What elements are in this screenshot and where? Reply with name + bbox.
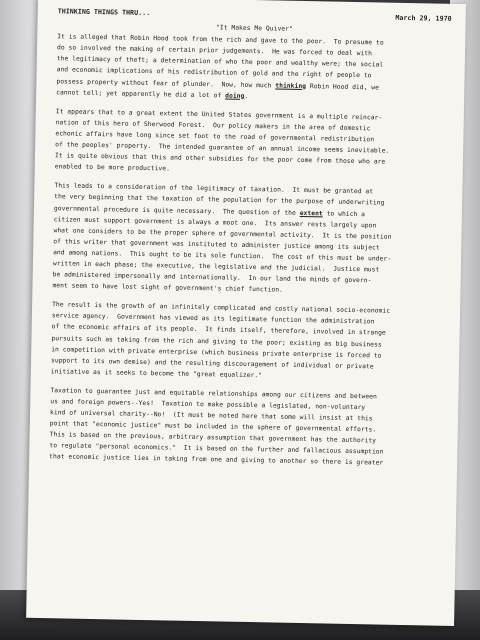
text-line: what one considers to be the proper sphere of governmental activity. It is the position [53, 226, 392, 241]
text-line: initiative as it seeks to become the "great equalizer." [50, 368, 263, 380]
article-body [49, 31, 451, 470]
text-line: and among nations. This ought to be its sole function. The cost of this must be under- [53, 249, 392, 263]
text-line: governmental procedure is quite necessary. The question of the extent to which a [53, 204, 366, 218]
text-line: point that "economic justice" must be included in the sphere of governmental efforts. [49, 420, 377, 434]
text-line: to regulate "personal economics." It is based on the further and fallacious assumption [49, 442, 384, 456]
paragraph [49, 385, 444, 470]
text-line: and economic implications of his redistribution of gold and the right of people to [56, 66, 372, 80]
text-line: support to its own demise) and the resulting discouragement of individual or private [50, 356, 374, 371]
text-line: nation of this hero of Sherwood Forest. Our policy makers in the area of domestic [55, 119, 371, 133]
text-line: that economic justice lies in taking from one and giving to another so there is greater [49, 453, 384, 468]
paragraph [52, 181, 448, 299]
document-date: March 29, 1970 [395, 13, 452, 23]
text-line: This is based on the previous, arbitrary assumption that government has the authority [49, 431, 377, 445]
text-line: do so involved the making of certain prior judgements. He was forced to deal with [56, 44, 373, 58]
underlined-word: doing [225, 92, 245, 100]
text-line: of this writer that government was instituted to administer justice among its subject [53, 238, 380, 252]
text-line: in competition with private enterprise (which business private enterprise is forced to [51, 345, 382, 360]
text-line: of the peoples' property. The intended guarantee of an annual income seems inevitable. [55, 141, 390, 155]
text-line: It appears that to a great extent the United States government is a multiple reincar- [55, 108, 383, 122]
text-line: citizen must support government is always a moot one. Its answer rests largely upon [53, 215, 377, 230]
underlined-word: thinking [275, 82, 307, 90]
text-line: possess property without fear of plunder. Now, how much thinking Robin Hood did, we [56, 77, 380, 92]
text-line: kind of universal charity--No! (It must be noted here that some will insist at this [49, 409, 373, 423]
text-line: the very beginning that the taxation of the population for the purpose of underwriting [54, 193, 385, 207]
paragraph [55, 106, 450, 180]
underlined-word: extent [299, 209, 323, 217]
text-line: cannot tell; yet apparently he did a lot of doing. [56, 88, 249, 100]
text-line: ment seem to have lost sight of government's chief function. [52, 282, 283, 294]
typed-document-page [26, 0, 466, 626]
text-line: enabled to be more productive. [54, 163, 171, 173]
paragraph [56, 31, 451, 105]
text-line: It is alleged that Robin Hood took from the rich and gave to the poor. To presume to [57, 33, 384, 47]
text-line: Taxation to guarantee just and equitable relationships among our citizens and between [50, 387, 377, 401]
text-line: echonic affairs have long since set foot to the road of governmental redistribution [55, 130, 375, 144]
paragraph [51, 299, 446, 384]
text-line: The result is the growth of an infinitely complicated and costly national socio-economic [52, 301, 391, 315]
column-title: THINKING THINGS THRU... [57, 7, 151, 18]
article-title: "It Makes Me Quiver" [215, 24, 293, 33]
text-line: It is quite obvious that this and other subsidies for the poor come from those who are [54, 152, 386, 166]
text-line: pursuits such as taking from the rich and giving to the poor; existing as big business [51, 334, 382, 349]
text-line: be administered impersonally and internationally. In our land the minds of govern- [52, 271, 372, 285]
text-line: of the economic affairs of its people. It finds itself, therefore, involved in strange [51, 323, 386, 338]
text-line: the legitimacy of theft; a determination of who the poor and wealthy were; the social [56, 55, 384, 69]
text-line: us and foreign powers--Yes! Taxation to make possible a legislated, non-voluntary [50, 398, 366, 412]
text-line: This leads to a consideration of the legitimacy of taxation. It must be granted at [54, 182, 374, 196]
text-line: service agency. Government has viewed as its legitimate function the administration [51, 312, 375, 326]
text-line: written in each phase; the executive, the legislative and the judicial. Justice must [52, 260, 380, 274]
